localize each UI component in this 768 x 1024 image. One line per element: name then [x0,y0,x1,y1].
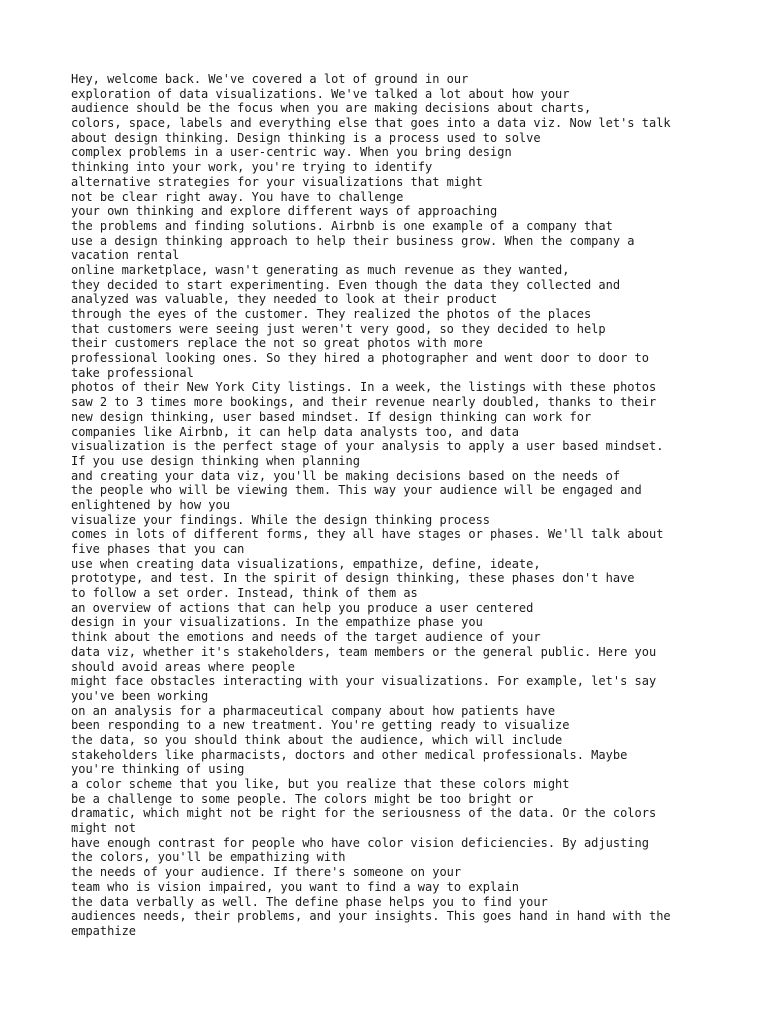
transcript-line: Hey, welcome back. We've covered a lot of ground in our [71,72,469,86]
transcript-line: about design thinking. Design thinking is a process used to solve [71,130,541,145]
transcript-line: visualize your findings. While the design thinking process [71,512,491,527]
transcript-line: companies like Airbnb, it can help data analysts too, and data [71,424,519,439]
transcript-line: audience should be the focus when you are making decisions about charts, [71,101,592,116]
transcript-line: alternative strategies for your visualizations that might [71,174,483,189]
transcript-line: thinking into your work, you're trying to identify [71,160,433,175]
transcript-line: online marketplace, wasn't generating as much revenue as they wanted, [71,262,570,277]
transcript-line: the data, so you should think about the audience, which will include [71,732,563,747]
transcript-line: colors, space, labels and everything else that goes into a data viz. Now let's talk [71,116,671,131]
transcript-line: that customers were seeing just weren't very good, so they decided to help [71,321,606,336]
transcript-line: empathize [71,923,137,938]
transcript-line: not be clear right away. You have to challenge [71,189,404,204]
transcript-line: professional looking ones. So they hired a photographer and went door to door to [71,351,649,366]
transcript-line: the needs of your audience. If there's someone on your [71,865,462,880]
transcript-line: your own thinking and explore different ways of approaching [71,204,498,219]
transcript-line: data viz, whether it's stakeholders, team members or the general public. Here you [71,644,657,659]
transcript-line: team who is vision impaired, you want to find a way to explain [71,879,519,894]
transcript-line: be a challenge to some people. The colors might be too bright or [71,791,534,806]
transcript-line: new design thinking, user based mindset. If design thinking can work for [71,409,592,424]
transcript-line: stakeholders like pharmacists, doctors and other medical professionals. Maybe [71,747,628,762]
transcript-line: take professional [71,365,194,380]
transcript-line: on an analysis for a pharmaceutical company about how patients have [71,703,556,718]
transcript-line: saw 2 to 3 times more bookings, and their revenue nearly doubled, thanks to their [71,395,657,410]
transcript-line: prototype, and test. In the spirit of design thinking, these phases don't have [71,571,635,586]
transcript-line: you're thinking of using [71,762,245,777]
transcript-text [71,72,671,939]
transcript-line: their customers replace the not so great photos with more [71,336,483,351]
transcript-line: enlightened by how you [71,497,230,512]
transcript-line: an overview of actions that can help you produce a user centered [71,600,534,615]
transcript-line: five phases that you can [71,542,245,556]
transcript-line: and creating your data viz, you'll be making decisions based on the needs of [71,468,621,483]
transcript-line: complex problems in a user-centric way. When you bring design [71,145,512,160]
transcript-line: think about the emotions and needs of the target audience of your [71,630,541,645]
transcript-line: they decided to start experimenting. Even though the data they collected and [71,277,621,292]
transcript-line: been responding to a new treatment. You're getting ready to visualize [71,718,570,733]
transcript-line: analyzed was valuable, they needed to look at their product [71,292,498,307]
transcript-line: visualization is the perfect stage of your analysis to apply a user based mindset. [71,439,664,454]
transcript-line: to follow a set order. Instead, think of them as [71,586,418,601]
transcript-line: through the eyes of the customer. They realized the photos of the places [71,307,592,321]
transcript-line: a color scheme that you like, but you realize that these colors might [71,777,570,791]
transcript-line: should avoid areas where people [71,659,295,674]
transcript-line: use when creating data visualizations, empathize, define, ideate, [71,556,541,571]
transcript-line: the colors, you'll be empathizing with [71,850,346,865]
transcript-line: might face obstacles interacting with your visualizations. For example, let's say [71,674,657,689]
transcript-line: the people who will be viewing them. This way your audience will be engaged and [71,483,642,498]
transcript-line: photos of their New York City listings. In a week, the listings with these photos [71,380,657,395]
transcript-line: dramatic, which might not be right for the seriousness of the data. Or the colors [71,806,657,821]
transcript-line: audiences needs, their problems, and your insights. This goes hand in hand with the [71,909,671,924]
transcript-line: exploration of data visualizations. We've talked a lot about how your [71,86,570,101]
transcript-line: have enough contrast for people who have color vision deficiencies. By adjusting [71,835,649,850]
transcript-line: might not [71,821,137,836]
transcript-line: use a design thinking approach to help their business grow. When the company a [71,233,635,248]
transcript-line: If you use design thinking when planning [71,453,360,468]
transcript-line: vacation rental [71,248,180,263]
transcript-line: the problems and finding solutions. Airbnb is one example of a company that [71,218,613,233]
transcript-line: you've been working [71,688,209,703]
transcript-line: design in your visualizations. In the empathize phase you [71,615,483,630]
transcript-line: the data verbally as well. The define phase helps you to find your [71,894,548,909]
transcript-line: comes in lots of different forms, they all have stages or phases. We'll talk about [71,527,664,542]
